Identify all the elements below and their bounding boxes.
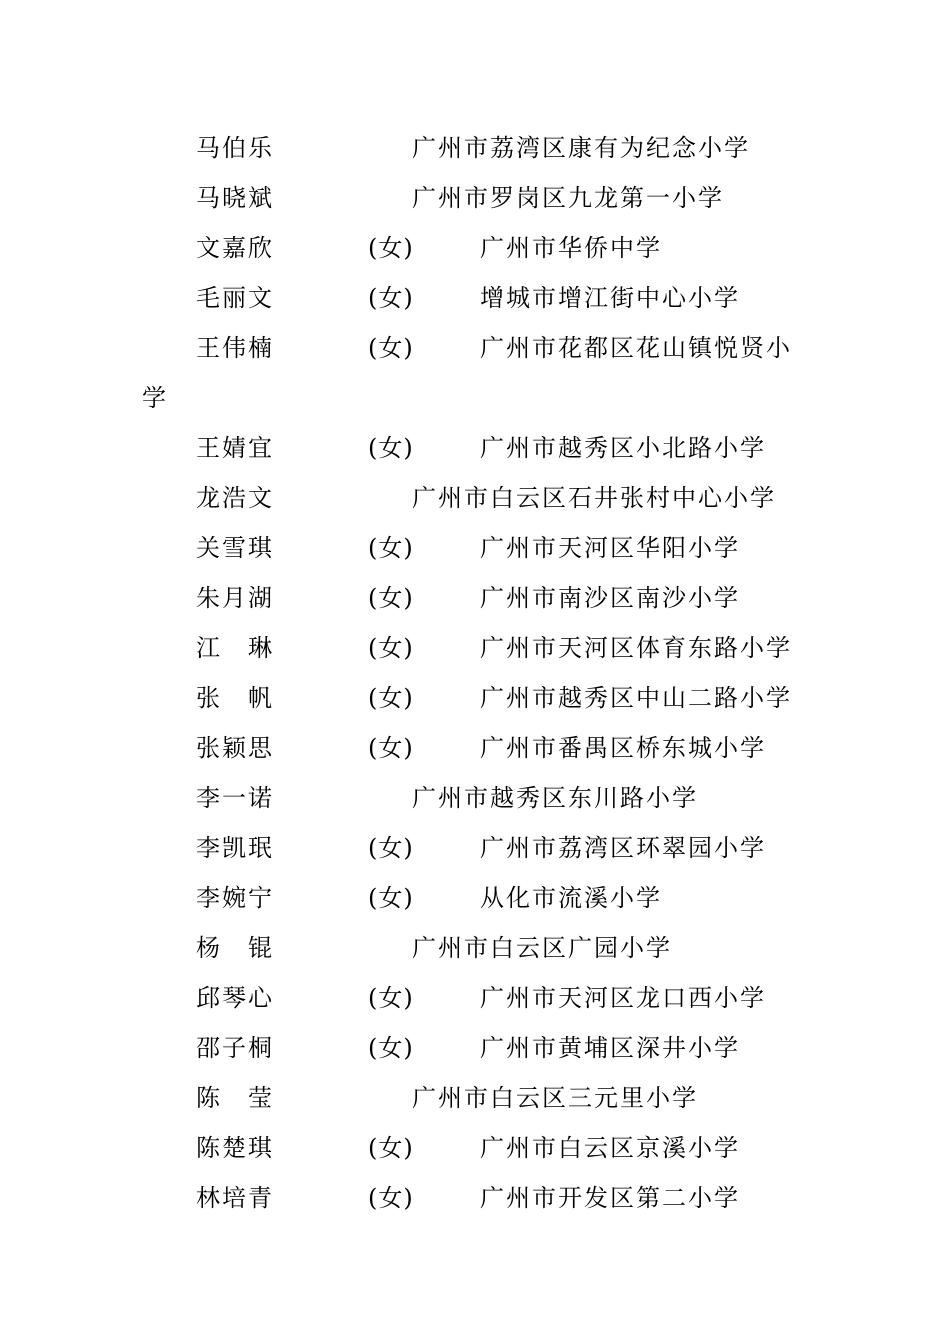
list-item bbox=[0, 478, 950, 518]
school-name: 广州市天河区体育东路小学 bbox=[480, 634, 792, 662]
school-name: 广州市南沙区南沙小学 bbox=[480, 584, 740, 612]
gender-note: (女) bbox=[368, 1184, 414, 1212]
list-item bbox=[0, 728, 950, 768]
school-name: 广州市开发区第二小学 bbox=[480, 1184, 740, 1212]
student-name: 马伯乐 bbox=[196, 134, 274, 162]
list-item bbox=[0, 178, 950, 218]
gender-note: (女) bbox=[368, 734, 414, 762]
school-name: 广州市荔湾区康有为纪念小学 bbox=[412, 134, 750, 162]
gender-note: (女) bbox=[368, 434, 414, 462]
student-name: 朱月湖 bbox=[196, 584, 274, 612]
student-name: 陈 莹 bbox=[196, 1084, 274, 1112]
student-name: 张颖思 bbox=[196, 734, 274, 762]
school-name: 广州市荔湾区环翠园小学 bbox=[480, 834, 766, 862]
gender-note: (女) bbox=[368, 1134, 414, 1162]
school-name: 广州市番禺区桥东城小学 bbox=[480, 734, 766, 762]
gender-note: (女) bbox=[368, 684, 414, 712]
student-name: 王婧宜 bbox=[196, 434, 274, 462]
student-name: 陈楚琪 bbox=[196, 1134, 274, 1162]
student-name: 李婉宁 bbox=[196, 884, 274, 912]
school-name: 广州市越秀区东川路小学 bbox=[412, 784, 698, 812]
student-name: 林培青 bbox=[196, 1184, 274, 1212]
student-name: 邵子桐 bbox=[196, 1034, 274, 1062]
student-name: 文嘉欣 bbox=[196, 234, 274, 262]
list-item bbox=[0, 278, 950, 318]
list-item bbox=[0, 1128, 950, 1168]
list-item bbox=[0, 528, 950, 568]
list-item bbox=[0, 578, 950, 618]
list-item bbox=[0, 978, 950, 1018]
student-name: 邱琴心 bbox=[196, 984, 274, 1012]
gender-note: (女) bbox=[368, 584, 414, 612]
gender-note: (女) bbox=[368, 234, 414, 262]
list-item bbox=[0, 1178, 950, 1218]
student-name: 毛丽文 bbox=[196, 284, 274, 312]
gender-note: (女) bbox=[368, 834, 414, 862]
student-name: 江 琳 bbox=[196, 634, 274, 662]
student-name: 龙浩文 bbox=[196, 484, 274, 512]
school-name: 广州市天河区龙口西小学 bbox=[480, 984, 766, 1012]
school-name: 广州市黄埔区深井小学 bbox=[480, 1034, 740, 1062]
gender-note: (女) bbox=[368, 634, 414, 662]
school-name: 广州市华侨中学 bbox=[480, 234, 662, 262]
list-item bbox=[0, 828, 950, 868]
school-name: 广州市白云区京溪小学 bbox=[480, 1134, 740, 1162]
list-item bbox=[0, 128, 950, 168]
school-name: 增城市增江街中心小学 bbox=[480, 284, 740, 312]
list-item bbox=[0, 628, 950, 668]
school-name: 广州市天河区华阳小学 bbox=[480, 534, 740, 562]
list-item bbox=[0, 328, 950, 368]
gender-note: (女) bbox=[368, 984, 414, 1012]
student-name: 王伟楠 bbox=[196, 334, 274, 362]
gender-note: (女) bbox=[368, 534, 414, 562]
gender-note: (女) bbox=[368, 1034, 414, 1062]
student-name: 张 帆 bbox=[196, 684, 274, 712]
student-name: 关雪琪 bbox=[196, 534, 274, 562]
school-name-continuation: 学 bbox=[142, 384, 166, 412]
list-item bbox=[0, 428, 950, 468]
list-item bbox=[0, 928, 950, 968]
list-item bbox=[0, 1078, 950, 1118]
school-name: 广州市花都区花山镇悦贤小 bbox=[480, 334, 792, 362]
student-name: 马晓斌 bbox=[196, 184, 274, 212]
student-name: 李一诺 bbox=[196, 784, 274, 812]
student-name: 李凯珉 bbox=[196, 834, 274, 862]
school-name: 广州市罗岗区九龙第一小学 bbox=[412, 184, 724, 212]
school-name: 广州市越秀区小北路小学 bbox=[480, 434, 766, 462]
student-name: 杨 锟 bbox=[196, 934, 274, 962]
list-item bbox=[0, 228, 950, 268]
list-item bbox=[0, 778, 950, 818]
list-item bbox=[0, 678, 950, 718]
gender-note: (女) bbox=[368, 284, 414, 312]
list-item bbox=[0, 878, 950, 918]
school-name: 广州市白云区石井张村中心小学 bbox=[412, 484, 776, 512]
school-name: 广州市白云区广园小学 bbox=[412, 934, 672, 962]
gender-note: (女) bbox=[368, 884, 414, 912]
list-item bbox=[0, 1028, 950, 1068]
gender-note: (女) bbox=[368, 334, 414, 362]
school-name: 广州市白云区三元里小学 bbox=[412, 1084, 698, 1112]
school-name: 从化市流溪小学 bbox=[480, 884, 662, 912]
school-name: 广州市越秀区中山二路小学 bbox=[480, 684, 792, 712]
